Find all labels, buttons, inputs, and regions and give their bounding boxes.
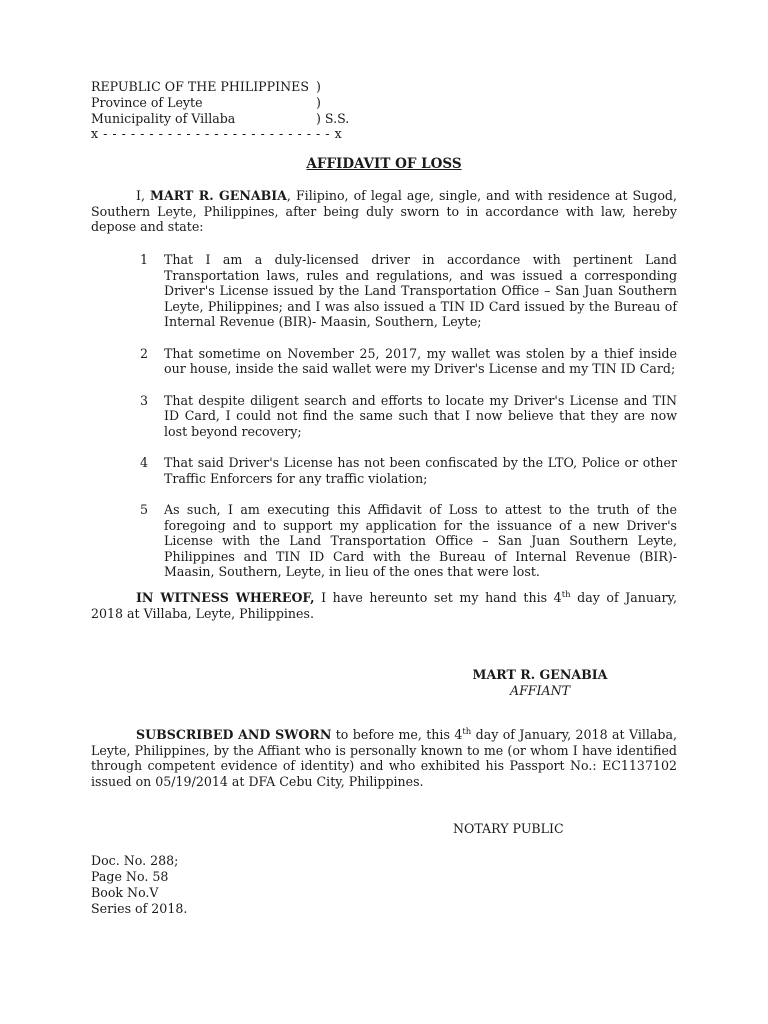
intro-text: , Filipino, of legal age, single, and with residence at Sugod, Southern Leyte, Philippines, after being duly sworn to in accordance with law, hereby depose and state: <box>91 188 677 234</box>
venue-separator: x - - - - - - - - - - - - - - - - - - - - - - - - - x <box>91 126 343 141</box>
item-number: 5 <box>140 502 149 517</box>
notary-public-label: NOTARY PUBLIC <box>453 821 564 836</box>
item-text: That despite diligent search and efforts to locate my Driver's License and TIN ID Card, I could not find the same such that I now believe that they are now lost beyond recovery; <box>164 392 677 439</box>
affiant-name-inline: MART R. GENABIA <box>150 188 287 203</box>
statement-item <box>91 502 677 580</box>
jurat-lead: SUBSCRIBED AND SWORN <box>136 727 332 742</box>
document-reference <box>91 853 187 917</box>
ordinal-suffix: th <box>561 589 571 600</box>
ordinal-suffix: th <box>462 726 472 737</box>
book-number: Book No.V <box>91 885 159 900</box>
jurat-text-end: day of January, 2018 at Villaba, Leyte, Philippines, by the Affiant who is personally known to me (or whom I have identified through competent evidence of identity) and who exhibited his Passport No.: EC1137102 issued on 05/19/2014 at DFA Cebu City, Philippines. <box>91 727 677 789</box>
venue-mark: ) <box>316 95 321 110</box>
doc-number: Doc. No. 288; <box>91 853 179 868</box>
item-text: That sometime on November 25, 2017, my wallet was stolen by a thief inside our house, inside the said wallet were my Driver's License and my TIN ID Card; <box>164 345 677 376</box>
item-number: 1 <box>140 252 149 267</box>
document-title: AFFIDAVIT OF LOSS <box>306 156 462 172</box>
venue-text: Province of Leyte <box>91 95 203 110</box>
statement-list <box>91 252 677 596</box>
venue-line <box>91 79 391 95</box>
venue-text: Municipality of Villaba <box>91 111 236 126</box>
statement-item <box>91 393 677 440</box>
item-text: As such, I am executing this Affidavit of Loss to attest to the truth of the foregoing and to support my application for the issuance of a new Driver's License with the Land Transportation Office – San Juan Southern Leyte, Philippines and TIN ID Card with the Bureau of Internal Revenue (BIR)- Maasin, Southern, Leyte, in lieu of the ones that were lost. <box>164 502 677 579</box>
item-number: 4 <box>140 455 149 470</box>
witness-paragraph <box>91 590 677 621</box>
intro-prefix: I, <box>136 188 150 203</box>
affiant-role: AFFIANT <box>509 682 571 698</box>
intro-paragraph <box>91 188 677 235</box>
page-number: Page No. 58 <box>91 869 169 884</box>
statement-item <box>91 455 677 486</box>
series-year: Series of 2018. <box>91 901 188 916</box>
statement-item <box>91 252 677 330</box>
affiant-signature-block <box>460 667 620 698</box>
venue-block <box>91 79 391 127</box>
witness-text: I have hereunto set my hand this 4 <box>314 590 562 605</box>
item-number: 2 <box>140 345 149 361</box>
witness-text-end: day of January, 2018 at Villaba, Leyte, Philippines. <box>91 590 677 621</box>
jurat-text: to before me, this 4 <box>331 727 463 742</box>
jurat-paragraph <box>91 727 677 789</box>
venue-line <box>91 95 391 111</box>
venue-mark: ) S.S. <box>316 111 350 126</box>
item-text: That I am a duly-licensed driver in accordance with pertinent Land Transportation laws, rules and regulations, and was issued a corresponding Driver's License issued by the Land Transportation Office – San Juan Southern Leyte, Philippines; and I was also issued a TIN ID Card issued by the Bureau of Internal Revenue (BIR)- Maasin, Southern, Leyte; <box>164 252 677 329</box>
venue-text: REPUBLIC OF THE PHILIPPINES <box>91 79 309 94</box>
venue-line <box>91 111 391 127</box>
venue-mark: ) <box>316 79 321 94</box>
item-number: 3 <box>140 392 149 408</box>
witness-lead: IN WITNESS WHEREOF, <box>136 590 315 605</box>
statement-item <box>91 346 677 377</box>
affiant-name: MART R. GENABIA <box>472 667 608 682</box>
item-text: That said Driver's License has not been confiscated by the LTO, Police or other Traffic Enforcers for any traffic violation; <box>164 455 677 486</box>
